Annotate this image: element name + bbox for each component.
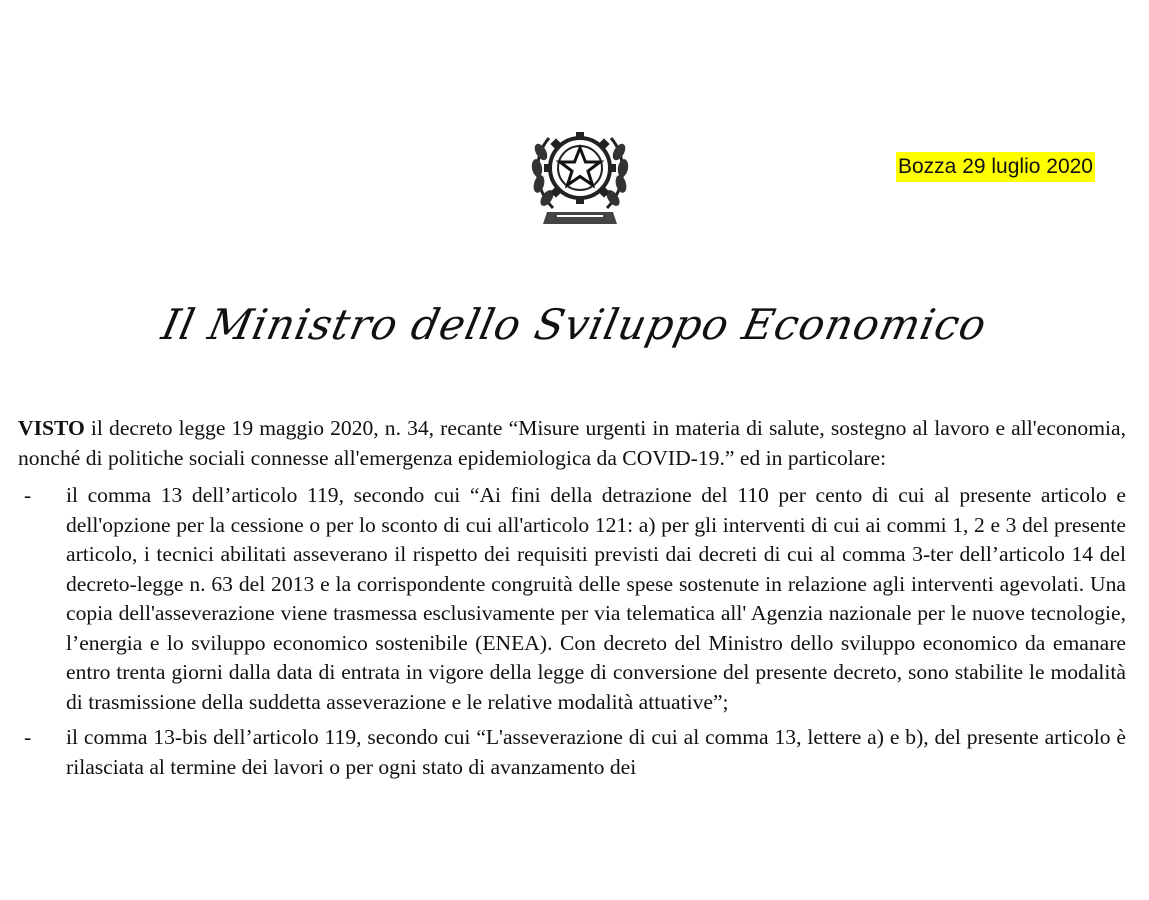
bullet-list	[18, 481, 1126, 782]
intro-text: il decreto legge 19 maggio 2020, n. 34, recante “Misure urgenti in materia di salute, sostegno al lavoro e all'economia, nonché di politiche sociali connesse all'emergenza epidemiologica da COVID-19.” ed in particolare:	[18, 416, 1126, 470]
document-body	[18, 414, 1126, 788]
bullet-dash: -	[24, 483, 32, 507]
visto-keyword: VISTO	[18, 416, 85, 440]
italian-republic-emblem-icon	[527, 108, 633, 236]
list-item	[18, 481, 1126, 717]
draft-date-label: Bozza 29 luglio 2020	[896, 152, 1095, 182]
bullet-dash: -	[24, 725, 32, 749]
ministry-title: Il Ministro dello Sviluppo Economico	[157, 300, 992, 349]
bullet-text: il comma 13-bis dell’articolo 119, secondo cui “L'asseverazione di cui al comma 13, lettere a) e b), del presente articolo è rilasciata al termine dei lavori o per ogni stato di avanzamento dei	[66, 725, 1126, 779]
bullet-text: il comma 13 dell’articolo 119, secondo cui “Ai fini della detrazione del 110 per cento di cui al presente articolo e dell'opzione per la cessione o per lo sconto di cui all'articolo 121: a) per gli interventi di cui ai commi 1, 2 e 3 del presente articolo, i tecnici abilitati asseverano il rispetto dei requisiti previsti dai decreti di cui al comma 3-ter dell’articolo 14 del decreto-legge n. 63 del 2013 e la corrispondente congruità delle spese sostenute in relazione agli interventi agevolati. Una copia dell'asseverazione viene trasmessa esclusivamente per via telematica all' Agenzia nazionale per le nuove tecnologie, l’energia e lo sviluppo economico sostenibile (ENEA). Con decreto del Ministro dello sviluppo economico da emanare entro trenta giorni dalla data di entrata in vigore della legge di conversione del presente decreto, sono stabilite le modalità di trasmissione della suddetta asseverazione e le relative modalità attuative”;	[66, 483, 1126, 714]
list-item	[18, 723, 1126, 782]
intro-paragraph	[18, 414, 1126, 473]
